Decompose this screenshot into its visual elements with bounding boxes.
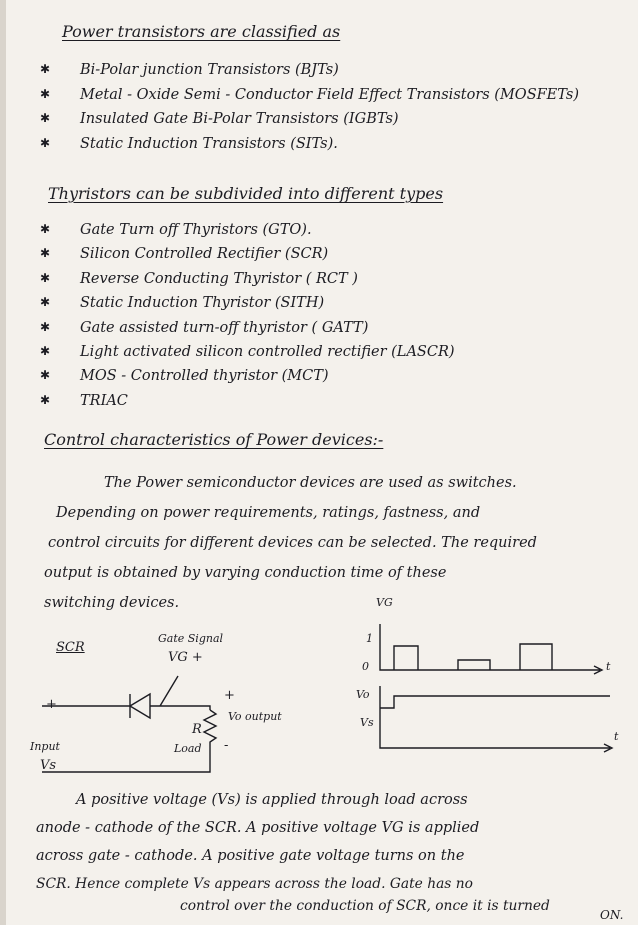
graph-one-label: 1 [366,632,373,645]
list-item: ✱ Gate Turn off Thyristors (GTO). [40,222,455,246]
control-characteristics-heading: Control characteristics of Power devices:- [44,430,384,449]
graph-zero-label: 0 [362,660,369,673]
paragraph-line: ON. [600,908,624,922]
list-item: ✱ Bi-Polar junction Transistors (BJTs) [40,62,579,87]
load-resistor [42,710,216,772]
transistors-heading: Power transistors are classified as [62,22,341,41]
graph-vs-label: Vs [360,716,374,729]
paragraph-line: The Power semiconductor devices are used as switches. [104,475,517,491]
thyristor-list [40,222,455,417]
paragraph-line: output is obtained by varying conduction time of these [44,565,447,581]
list-item: ✱ MOS - Controlled thyristor (MCT) [40,368,455,392]
load-label: Load [174,742,202,755]
graph-vg-label: VG [376,596,393,609]
vg-axis [380,624,602,674]
list-item: ✱ TRIAC [40,393,455,417]
list-item: ✱ Static Induction Thyristor (SITH) [40,295,455,319]
scr-circuit-and-waveform [0,590,638,790]
list-item: ✱ Metal - Oxide Semi - Conductor Field Effect Transistors (MOSFETs) [40,87,579,112]
list-item: ✱ Static Induction Transistors (SITs). [40,136,579,161]
vg-pulses [394,644,552,670]
thyristors-heading: Thyristors can be subdivided into different types [48,184,444,203]
vs-label: Vs [40,758,57,773]
paragraph-line: anode - cathode of the SCR. A positive voltage VG is applied [36,820,480,836]
paragraph-line: switching devices. [44,595,180,611]
vo-output-label: Vo output [228,710,282,723]
input-label: Input [30,740,60,753]
paragraph-line: control over the conduction of SCR, once it is turned [180,898,550,914]
scr-diode-symbol [130,694,150,718]
list-item: ✱ Gate assisted turn-off thyristor ( GATT) [40,320,455,344]
input-plus-label: + [46,697,57,712]
gate-signal-label: Gate Signal [158,632,224,645]
transistor-list [40,62,579,160]
vg-plus-label: VG + [168,650,203,665]
graph-t-label: t [606,660,611,673]
paragraph-line: across gate - cathode. A positive gate voltage turns on the [36,848,465,864]
list-item: ✱ Reverse Conducting Thyristor ( RCT ) [40,271,455,295]
paragraph-line: A positive voltage (Vs) is applied through load across [76,792,468,808]
resistor-label: R [192,722,202,737]
list-item: ✱ Insulated Gate Bi-Polar Transistors (IGBTs) [40,111,579,136]
paragraph-line: control circuits for different devices can be selected. The required [48,535,537,551]
output-plus-label: + [224,688,235,703]
paragraph-line: Depending on power requirements, ratings, fastness, and [56,505,481,521]
list-item: ✱ Light activated silicon controlled rectifier (LASCR) [40,344,455,368]
graph-vo-label: Vo [356,688,370,701]
vo-waveform [380,696,610,708]
list-item: ✱ Silicon Controlled Rectifier (SCR) [40,246,455,270]
gate-wire [150,676,210,710]
output-minus-label: - [224,738,229,753]
scr-label: SCR [56,640,85,655]
paragraph-line: SCR. Hence complete Vs appears across the load. Gate has no [36,876,473,892]
graph-t2-label: t [614,730,619,743]
